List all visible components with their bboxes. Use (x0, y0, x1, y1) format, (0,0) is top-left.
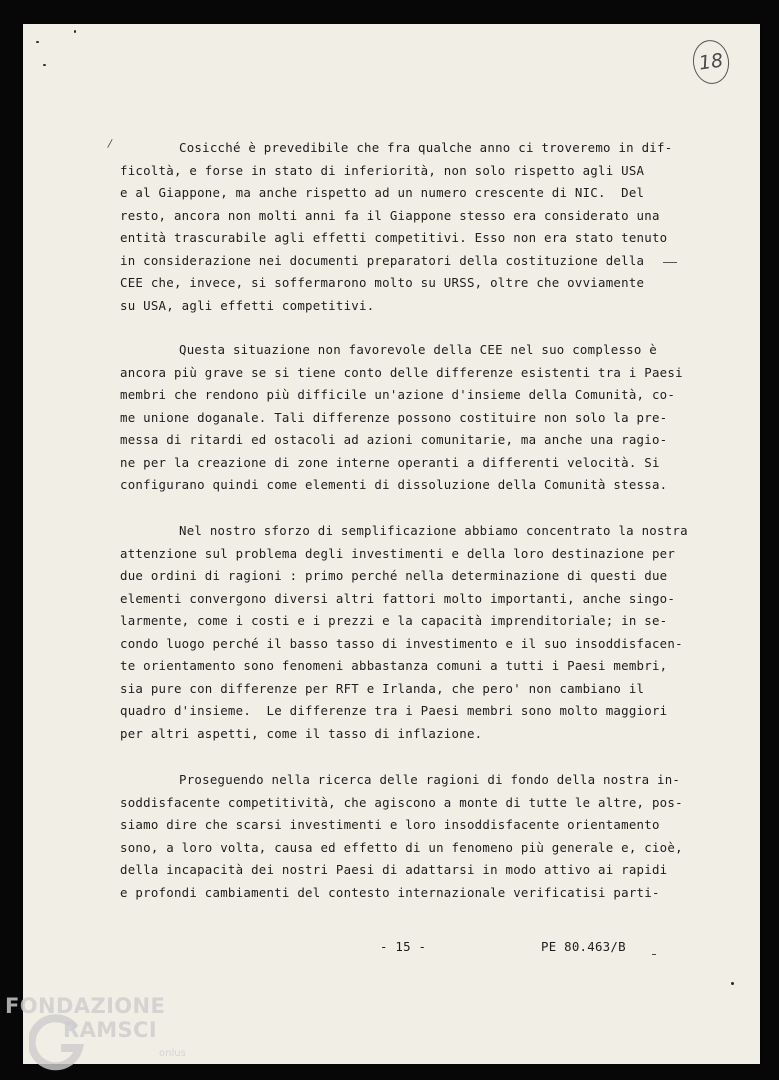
text-line: ancora più grave se si tiene conto delle differenze esistenti tra i Paesi (120, 364, 683, 380)
scan-speck (731, 982, 734, 985)
scan-speck (43, 64, 46, 66)
text-line: attenzione sul problema degli investimenti e della loro destinazione per (120, 545, 676, 561)
text-line: configurano quindi come elementi di dissoluzione della Comunità stessa. (120, 477, 668, 492)
folio-number-stamp (690, 38, 732, 87)
page-number: - 15 - (380, 939, 427, 954)
watermark-sub: onlus (159, 1048, 186, 1059)
folio-number: 18 (697, 49, 725, 75)
scan-speck (36, 41, 39, 43)
text-line: Nel nostro sforzo di semplificazione abbiamo concentrato la nostra (179, 523, 688, 538)
text-line: elementi convergono diversi altri fattori molto importanti, anche singo- (120, 590, 676, 606)
paragraph-2 (120, 339, 720, 497)
text-line: entità trascurabile agli effetti competitivi. Esso non era stato tenuto (120, 230, 668, 245)
text-line: soddisfacente competitività, che agiscono a monte di tutte le altre, pos- (120, 794, 683, 810)
text-line: due ordini di ragioni : primo perché nella determinazione di questi due (120, 568, 668, 583)
text-line: messa di ritardi ed ostacoli ad azioni comunitarie, ma anche una ragio- (120, 432, 668, 447)
text-line: Proseguendo nella ricerca delle ragioni di fondo della nostra in- (179, 772, 681, 787)
text-line: me unione doganale. Tali differenze possono costituire non solo la pre- (120, 409, 668, 425)
text-line: ne per la creazione di zone interne operanti a differenti velocità. Si (120, 454, 660, 470)
paragraph-1 (120, 137, 720, 317)
text-line: siamo dire che scarsi investimenti e loro insoddisfacente orientamento (120, 817, 660, 832)
text-line: in considerazione nei documenti preparatori della costituzione della (120, 252, 645, 268)
text-line: membri che rendono più difficile un'azione d'insieme della Comunità, co- (120, 387, 676, 402)
text-line: CEE che, invece, si soffermarono molto su URSS, oltre che ovviamente (120, 275, 645, 290)
document-reference: PE 80.463/B (541, 939, 626, 954)
text-line: condo luogo perché il basso tasso di investimento e il suo insoddisfacen- (120, 635, 683, 651)
text-line: della incapacità dei nostri Paesi di adattarsi in modo attivo ai rapidi (120, 862, 668, 877)
text-line: Cosicché è prevedibile che fra qualche anno ci troveremo in dif- (179, 140, 673, 155)
text-line: te orientamento sono fenomeni abbastanza comuni a tutti i Paesi membri, (120, 658, 668, 673)
text-line: sia pure con differenze per RFT e Irlanda, che pero' non cambiano il (120, 680, 645, 696)
fondazione-gramsci-watermark (5, 994, 195, 1074)
text-line: Questa situazione non favorevole della CEE nel suo complesso è (179, 342, 658, 357)
text-line: quadro d'insieme. Le differenze tra i Paesi membri sono molto maggiori (120, 703, 668, 718)
scan-speck (74, 30, 76, 33)
watermark-line-2: RAMSCI (63, 1018, 158, 1042)
text-line: resto, ancora non molti anni fa il Giappone stesso era considerato una (120, 207, 660, 223)
text-line: e al Giappone, ma anche rispetto ad un numero crescente di NIC. Del (120, 185, 645, 200)
text-line: e profondi cambiamenti del contesto internazionale verificatisi parti- (120, 884, 660, 900)
text-line: per altri aspetti, come il tasso di inflazione. (120, 725, 483, 741)
text-line: su USA, agli effetti competitivi. (120, 297, 375, 313)
footer-mark (652, 954, 656, 955)
watermark-line-1: FONDAZIONE (5, 994, 166, 1018)
text-line: sono, a loro volta, causa ed effetto di un fenomeno più generale e, cioè, (120, 839, 683, 855)
margin-mark: / (106, 136, 114, 151)
text-line: larmente, come i costi e i prezzi e la capacità imprenditoriale; in se- (120, 613, 668, 628)
document-page (23, 24, 760, 1064)
text-line: ficoltà, e forse in stato di inferiorità, non solo rispetto agli USA (120, 162, 645, 178)
paragraph-3 (120, 520, 720, 745)
paragraph-4 (120, 769, 720, 904)
